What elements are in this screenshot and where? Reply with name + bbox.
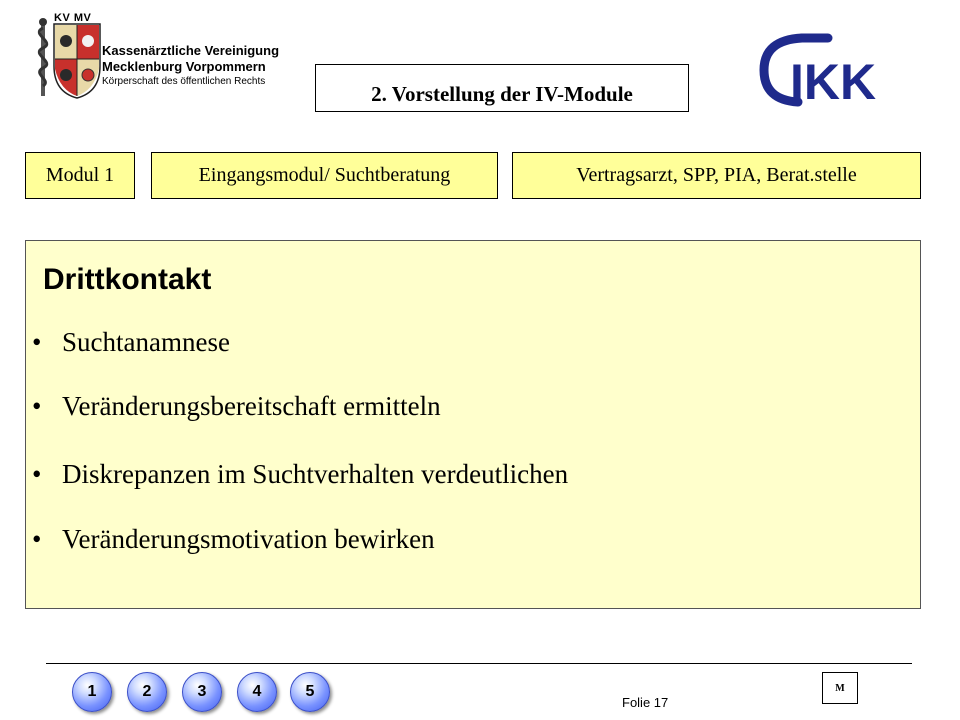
bullet-dot-icon: • — [32, 391, 42, 421]
slide-number: Folie 17 — [622, 695, 669, 710]
bullet-item — [32, 524, 435, 555]
kv-name-line-2: Mecklenburg Vorpommern — [102, 59, 266, 74]
content-box — [25, 240, 921, 609]
bullet-dot-icon: • — [32, 524, 42, 554]
bullet-list — [26, 241, 920, 608]
title-box — [315, 64, 689, 112]
menu-button[interactable]: M — [822, 672, 858, 704]
module-name: Eingangsmodul/ Suchtberatung — [151, 152, 498, 199]
bullet-text: Diskrepanzen im Suchtverhalten verdeutlichen — [62, 459, 569, 489]
bullet-item — [32, 459, 568, 490]
bullet-text: Veränderungsmotivation bewirken — [62, 524, 435, 554]
kv-mv-logo — [16, 12, 280, 100]
kv-crest-icon — [16, 14, 102, 100]
bullet-text: Veränderungsbereitschaft ermitteln — [62, 391, 441, 421]
module-providers: Vertragsarzt, SPP, PIA, Berat.stelle — [512, 152, 921, 199]
nav-button-4[interactable] — [237, 672, 281, 716]
bullet-dot-icon: • — [32, 327, 42, 357]
module-label: Modul 1 — [25, 152, 135, 199]
page-title: 2. Vorstellung der IV-Module — [371, 82, 633, 106]
kv-name-line-3: Körperschaft des öffentlichen Rechts — [102, 76, 266, 87]
ikk-logo-text: IKK — [790, 54, 877, 108]
bullet-text: Suchtanamnese — [62, 327, 230, 357]
bullet-item — [32, 391, 441, 422]
nav-button-2[interactable] — [127, 672, 171, 716]
nav-button-5-label[interactable]: 5 — [290, 672, 330, 712]
content-heading: Drittkontakt — [43, 263, 212, 296]
nav-button-1[interactable] — [72, 672, 116, 716]
nav-button-3[interactable] — [182, 672, 226, 716]
kv-mv-label: KV MV — [54, 12, 92, 24]
kv-name-line-1: Kassenärztliche Vereinigung — [102, 43, 280, 58]
footer-divider — [46, 663, 912, 664]
ikk-logo — [758, 30, 928, 108]
nav-button-4-label[interactable]: 4 — [237, 672, 277, 712]
bullet-item — [32, 327, 230, 358]
nav-button-5[interactable] — [290, 672, 334, 716]
nav-button-2-label[interactable]: 2 — [127, 672, 167, 712]
nav-button-1-label[interactable]: 1 — [72, 672, 112, 712]
bullet-dot-icon: • — [32, 459, 42, 489]
nav-button-3-label[interactable]: 3 — [182, 672, 222, 712]
